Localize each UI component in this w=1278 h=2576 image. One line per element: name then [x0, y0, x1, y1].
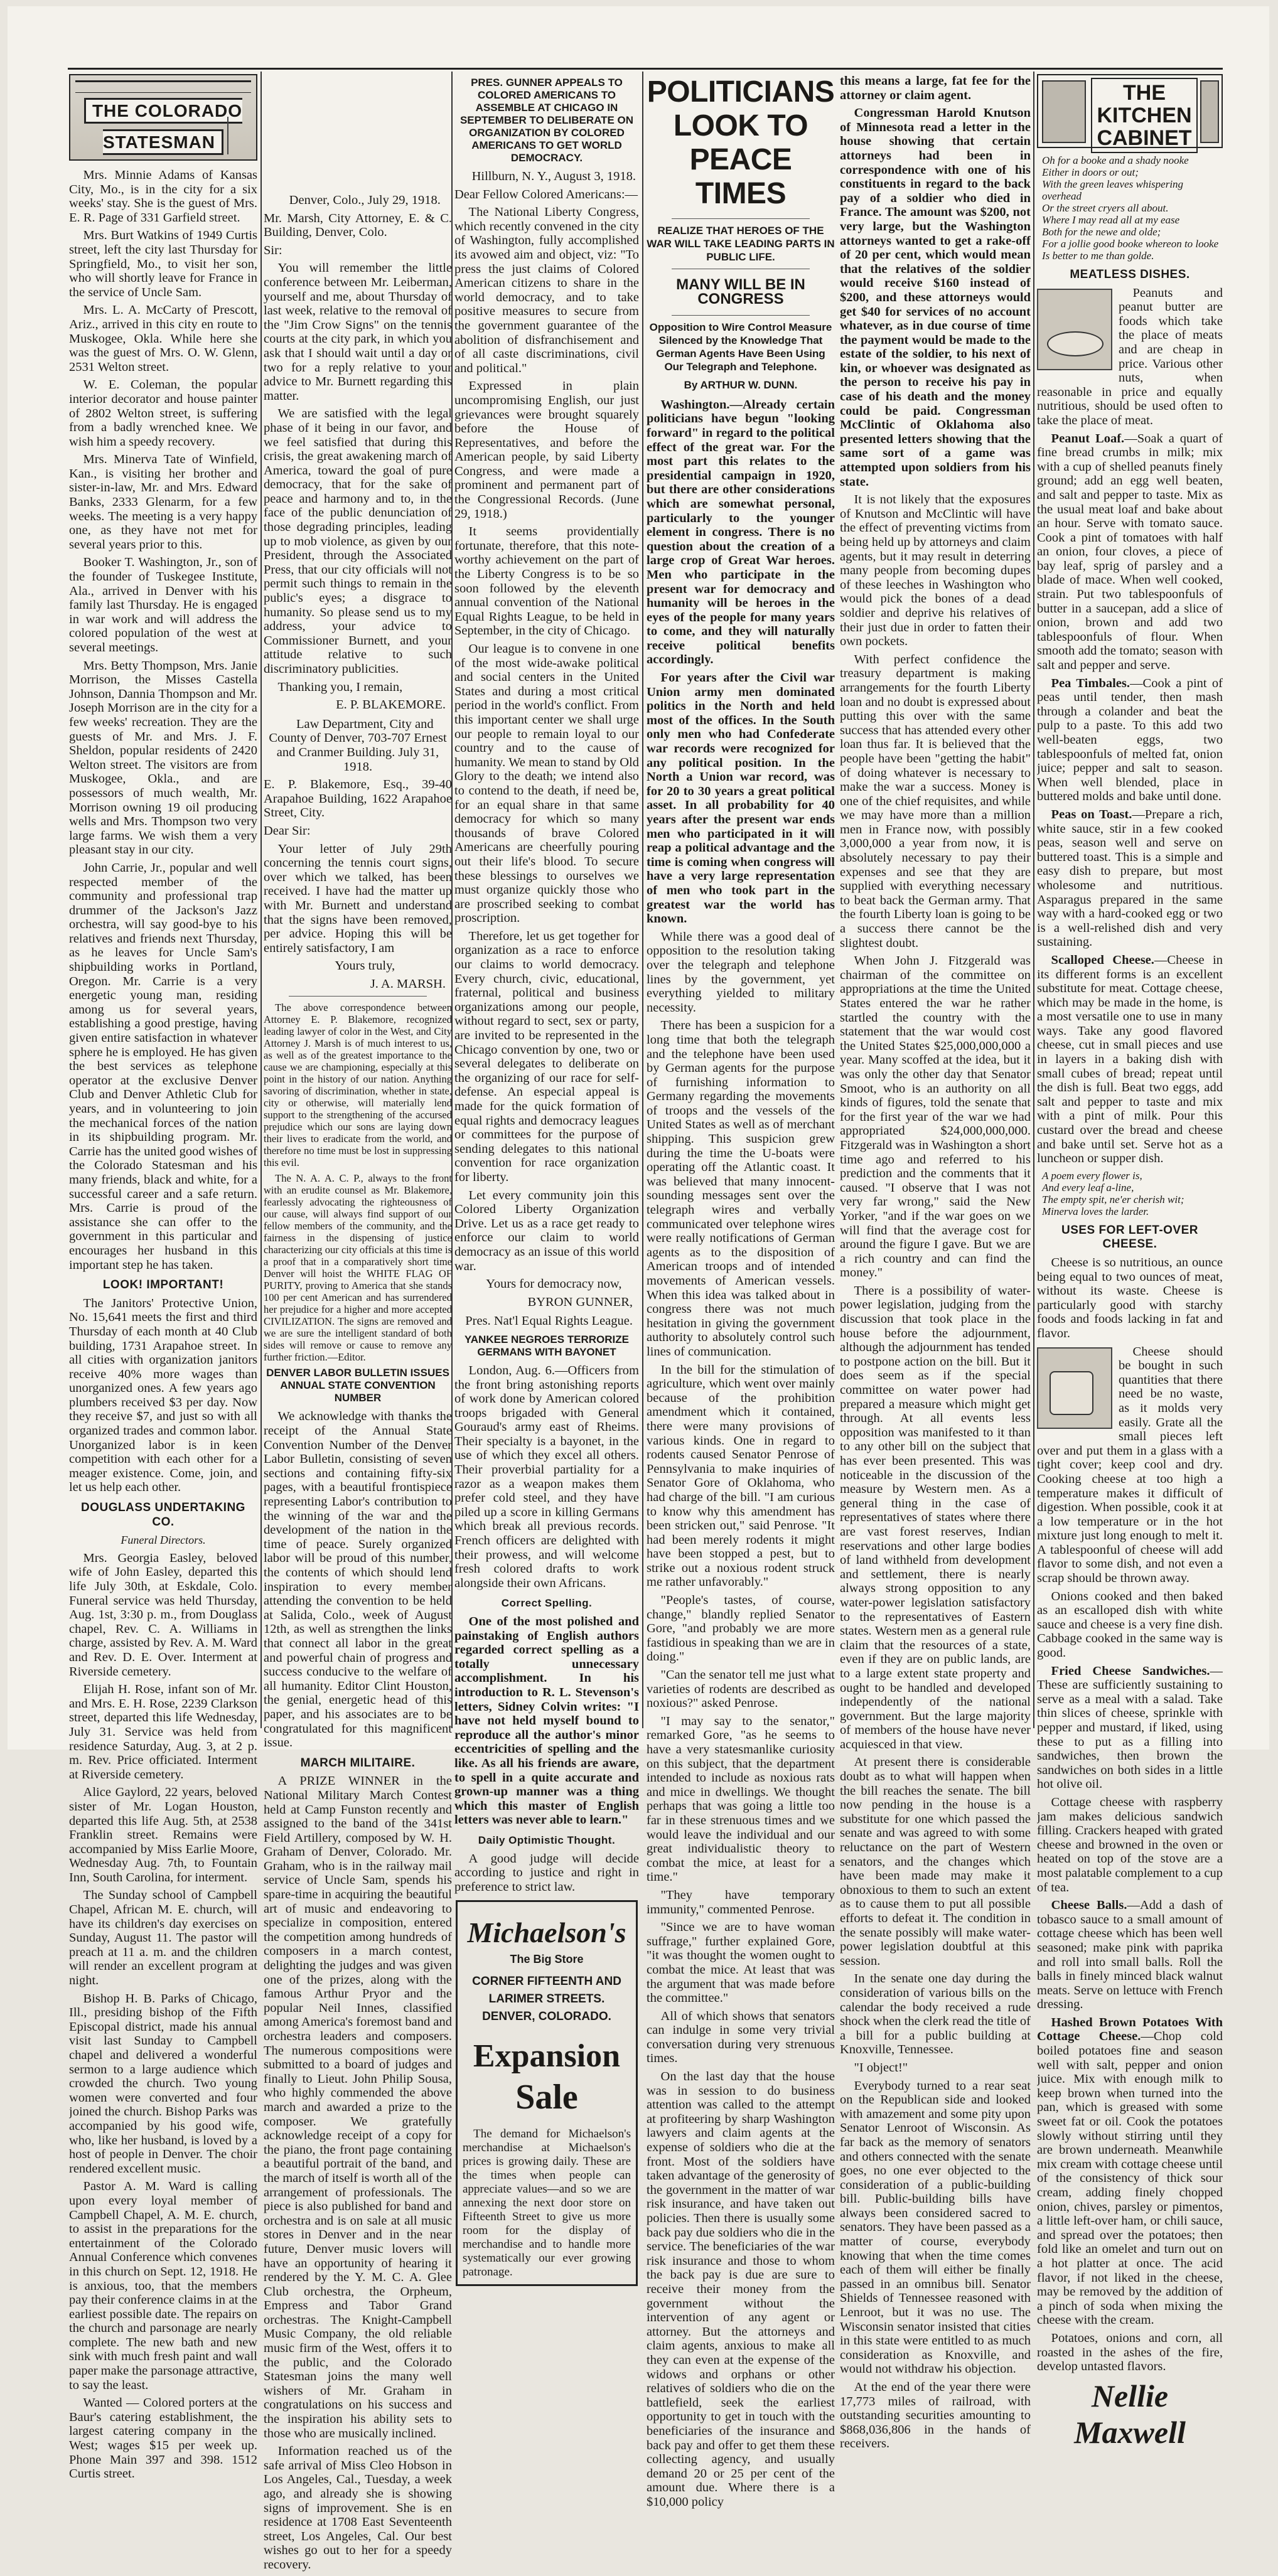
- article-paragraph: For years after the Civil war Union army men dominated politics in the North and held most of the offices. In the South only men who had Confederate war records were recognized for any political position. In the North a Union war record, was for 20 to 30 years a great political asset. In all probability for 40 years after the present war ends men who participated in it will reap a political advantage and the time is coming when congress will have a very large representation of men who took part in the greatest war the world has known.: [647, 671, 835, 926]
- recipe-text: Cook a pint of peas until tender, then mash through a colander and beat the pulp to a paste. To this add two well-beaten eggs, two tablespoonfuls of melted fat, onion juice; pepper and salt to season. When well blended, place in buttered molds and bake until done.: [1037, 676, 1223, 804]
- recipe: Peas on Toast.—Prepare a rich, white sauce, stir in a few cooked peas, season well and serve on buttered toast. This is a simple and easy dish to prepare, but most wholesome and nutritious. Asparagus prepared in the same way with a hard-cooked egg or two is a well-relished dish and very sustaining.: [1037, 807, 1223, 949]
- douglass-item: Bishop H. B. Parks of Chicago, Ill., presiding bishop of the Fifth Episcopal district, made his annual visit last Sunday to Campbell chapel and delivered a wonderful sermon to a large audience which crowded the church. Two young women were converted and four joined the church. Bishop Parks was accompanied by his good wife, who, like her husband, is loved by a host of people in Denver. The choir rendered excellent music.: [69, 1991, 257, 2176]
- douglass-item: The Sunday school of Campbell Chapel, African M. E. church, will have its children's day exercises on Sunday, August 11. The pastor will preach at 11 a. m. and the children will render an excellent program at night.: [69, 1888, 257, 1988]
- ad-address: DENVER, COLORADO.: [482, 2009, 611, 2023]
- recipe-name: Cheese Balls.: [1051, 1898, 1127, 1913]
- kettle-icon: [1042, 80, 1086, 143]
- article-paragraph: At the end of the year there were 17,773 miles of railroad, with outstanding securities amounting to $868,036,806 in the hands of receivers.: [840, 2380, 1031, 2451]
- michaelsons-ad: [456, 1900, 638, 2286]
- article-paragraph: "Can the senator tell me just what varieties of rodents are described as noxious?" asked Penrose.: [647, 1668, 835, 1711]
- column-2: [264, 193, 452, 2576]
- poem-line: Either in doors or out;: [1042, 166, 1139, 178]
- editor-note: The above correspondence between Attorney E. P. Blakemore, recognized leading lawyer of color in the West, and City Attorney J. Marsh is of much interest to us, as well as of the greatest importance to the cause we are championing, especially at this point in the history of our nation. Anything savoring of discrimination, whether in state, city or otherwise, will materially lend support to the strengthening of the accursed prejudice which our sons are laying down their lives to eradicate from the world, and therefore no time must be lost in suppressing this evil.: [264, 1002, 452, 1169]
- dish-illustration: [1037, 289, 1112, 370]
- article-paragraph: There is a possibility of water-power legislation, judging from the discussion that took place in the house before the adjournment, although the adjournment has tended to postpone action on the bill. But it does seem as if the special committee on water power had prepared a measure which might get through. At all events less opposition was manifested to it than to any other bill on the subject that has ever been presented. This was noticeable in the discussion of the measure by Western men. As a general thing in the case of representatives of states where there are vast forest reserves, Indian reservations and other large bodies of land withheld from development and settlement, there is nearly always strong opposition to any water-power legislation satisfactory to the representatives of Eastern states. Western men as a general rule claim that the resources of a state, even if they are on public lands, are to a large extent state property and ought to be handled and developed independently of the national government. But the large majority of members of the house have never acquiesced in that view.: [840, 1283, 1031, 1751]
- article-paragraph: Congressman Harold Knutson of Minnesota read a letter in the house showing that certain attorneys had been in correspondence with one of his constituents in regard to the back pay of a soldier who died in France. The amount was $200, not very large, but the Washington attorneys wanted to get a rake-off of 20 per cent, which would mean that the relatives of the soldier would receive $160 instead of $200, and these attorneys would get $40 for services of no account whatever, as in due course of time the payment would be made to the estate of the soldier, to his next of kin, or whoever was designated as the person to receive his pay in case of his death and the money could be paid. Congressman McClintic of Oklahoma also presented letters showing that the same sort of a game was attempted upon soldiers from his state.: [840, 106, 1031, 489]
- article-paragraph: "I object!": [854, 2060, 908, 2075]
- local-item: Mrs. Burt Watkins of 1949 Curtis street, left the city last Thursday for Springfield, Mo., to visit her son, who will shortly leave for France in the service of Uncle Sam.: [69, 228, 257, 299]
- gunner-paragraph: The National Liberty Congress, which recently convened in the city of Washington, fully accomplished its avowed aim and object, viz: "To press the just claims of Colored American citizens to share in the world democracy, and to take positive measures to secure from the government guarantee of the abolition of disfranchisement and of all caste discriminations, civil and political.": [454, 205, 639, 375]
- ad-tagline: The Big Store: [510, 1953, 584, 1966]
- poem-line: The empty spit, ne'er cherish wit;: [1042, 1193, 1184, 1205]
- local-item: Mrs. Minerva Tate of Winfield, Kan., is visiting her brother and sister-in-law, Mr. and Mrs. Edward Banks, 2333 Glenarm, for a few weeks. The meeting is a very happy one, as they have not met for several years prior to this.: [69, 452, 257, 552]
- leftover-intro: Cheese is so nutritious, an ounce being equal to two ounces of meat, without its waste. Cheese is particularly good with starchy foods and foods lacking in fat and flavor.: [1037, 1256, 1223, 1340]
- column-rule: [642, 72, 643, 1728]
- politicians-deck: REALIZE THAT HEROES OF THE WAR WILL TAKE LEADING PARTS IN PUBLIC LIFE.: [647, 225, 835, 263]
- poem-line: Where I may read all at my ease: [1042, 214, 1180, 226]
- cheese-icon: [1050, 1371, 1093, 1415]
- recipe-text: Prepare a rich, white sauce, stir in a few cooked peas, season well and serve on buttered toast. This is a simple and easy dish to prepare, but most wholesome and nutritious. Asparagus prepared in the same way with a hard-cooked egg or two is a well-relished dish and very sustaining.: [1037, 807, 1223, 949]
- recipe-name: Peanut Loaf.: [1051, 431, 1125, 446]
- gunner-paragraph: It seems providentially fortunate, therefore, that this note-worthy achievement on the part of the Liberty Congress is to be so soon followed by the eleventh annual convention of the National Equal Rights League, to be held in September, in the city of Chicago.: [454, 525, 639, 638]
- recipe-text: Soak a quart of fine bread crumbs in milk; mix with a cup of shelled peanuts finely ground; add an egg well beaten, and salt and pepper to taste. Mix as the usual meat loaf and bake about an hour. Serve with tomato sauce. Cook a pint of tomatoes with half an onion, four cloves, a piece of bay leaf, sprig of parsley and a blade of mace. When well cooked, strain. Put two tablespoonfuls of butter in a saucepan, add a slice of onion, brown and add two tablespoonfuls of flour. When smooth add the tomato; season with salt and pepper and serve.: [1037, 431, 1223, 673]
- daily-text: A good judge will decide according to justice and right in preference to strict law.: [454, 1851, 639, 1894]
- divider: [672, 315, 810, 316]
- column-4: [647, 74, 835, 2513]
- recipe: Pea Timbales.—Cook a pint of peas until tender, then mash through a colander and beat the pulp to a paste. To this add two well-beaten eggs, two tablespoonfuls of melted fat, onion juice; pepper and salt to season. When well blended, place in buttered molds and bake until done.: [1037, 676, 1223, 804]
- ad-body: The demand for Michaelson's merchandise at Michaelson's prices is growing daily. These are the times when people can appreciate values—and so we are annexing the next door store on Fifteenth Street to give us more room for the display of merchandise and to handle more systematically our ever growing patronage.: [463, 2127, 631, 2279]
- info-text: Information reached us of the safe arrival of Miss Cleo Hobson in Los Angeles, Cal., Tuesday, a week ago, and already she is showing signs of improvement. She is en residence at 1708 East Seventeenth street, Los Angeles, Cal. Our best wishes go out to her for a speedy recovery.: [264, 2444, 452, 2572]
- letter2-signature: J. A. MARSH.: [370, 976, 446, 991]
- local-item: Mrs. L. A. McCarty of Prescott, Ariz., arrived in this city en route to Muskogee, Okla. While here she was the guest of Mrs. O. W. Glenn, 2531 Welton street.: [69, 303, 257, 374]
- cheese-illustration: [1037, 1347, 1112, 1429]
- recipe-name: Peas on Toast.: [1051, 807, 1132, 821]
- daily-heading: Daily Optimistic Thought.: [478, 1834, 616, 1846]
- masthead-title: THE COLORADO STATESMAN: [70, 95, 256, 158]
- gunner-signature: BYRON GUNNER,: [527, 1295, 633, 1309]
- recipe-name: Scalloped Cheese.: [1051, 953, 1154, 967]
- local-item: W. E. Coleman, the popular interior decorator and house painter of 2802 Welton street, is suffering from a badly wrenched knee. We wish him a speedy recovery.: [69, 378, 257, 449]
- poem-line: With the green leaves whispering overhead: [1042, 178, 1184, 202]
- kitchen-poem: [1042, 154, 1223, 262]
- letter2-heading: Law Department, City and County of Denver, 703-707 Ernest and Cranmer Building. July 31, 1918.: [269, 717, 447, 774]
- politicians-deck-2: MANY WILL BE IN CONGRESS: [676, 276, 805, 307]
- leftover-paragraph: Cheese should be bought in such quantities that there need be no waste, as it molds very easily. Grate all the small pieces left over and put them in a glass with a tight cover; keep cool and dry. Cooking cheese at too high a temperature makes it difficult of digestion. When possible, cook it at a low temperature or in the hot mixture just long enough to melt it. A tablespoonful of cheese will add flavor to some dish, and not even a scrap should be thrown away.: [1037, 1344, 1223, 1586]
- gunner-paragraph: Our league is to convene in one of the most wide-awake political and social centers in the United States and during a most critical period in the world's conflict. From this important center we shall urge our people to remain loyal to our country and to the cause of humanity. We mean to stand by Old Glory to the death; we intend also to contend to the death, if need be, for an equal share in that same democracy for which so many thousands of brave Colored Americans are cheerfully pouring out their life's blood. To secure these blessings to ourselves we must organize quickly those who are proscribed seeking to combat proscription.: [454, 642, 639, 926]
- politicians-headline: POLITICIANS LOOK TO PEACE TIMES: [647, 75, 835, 210]
- gunner-paragraph: Therefore, let us get together for organization as a race to enforce our claims to world democracy. Every church, civic, educational, fraternal, political and business organizations among our people, without regard to sect, sex or party, are invited to be represented in the Chicago convention by one, two or several delegates to deliberate on the organizing of our race for self-defense. An especial appeal is made for the quick formation of equal rights and democracy leagues or committees for the purpose of sending delegates to this national convention for race organization for liberty.: [454, 929, 639, 1184]
- bulletin-heading: DENVER LABOR BULLETIN ISSUES ANNUAL STATE CONVENTION NUMBER: [266, 1367, 449, 1404]
- ad-address: CORNER FIFTEENTH AND: [472, 1974, 621, 1988]
- letter1-paragraph: Thanking you, I remain,: [277, 680, 403, 694]
- poem-line: Oh for a booke and a shady nooke: [1042, 154, 1189, 166]
- recipe-text: Cottage cheese with raspberry jam makes delicious sandwich filling. Crackers heaped with grated cheese and browned in the oven or heated on top of the stove are a most palatable complement to a cup of tea.: [1037, 1795, 1223, 1895]
- recipe: Hashed Brown Potatoes With Cottage Cheese.—Chop cold boiled potatoes fine and season well with salt, pepper and onion juice. Mix with enough milk to keep brown when turned into the pan, which is greased with some sweet fat or oil. Cook the potatoes slowly without stirring until they are brown underneath. Meanwhile mix cream with cottage cheese until of the consistency of thick sour cream, adding finely chopped onion, chives, parsley or pimentos, a little left-over ham, or chili sauce, and spread over the potatoes; then fold like an omelet and turn out on a hot platter at once. The acid flavor, if not liked in the cheese, may be removed by the addition of a pinch of soda when mixing the cheese with the cream.: [1037, 2015, 1223, 2327]
- column-1: [69, 74, 257, 2485]
- ad-sale: Sale: [515, 2077, 578, 2117]
- recipe-name: Hashed Brown Potatoes With Cottage Cheese.: [1037, 2015, 1223, 2044]
- byline: By ARTHUR W. DUNN.: [684, 379, 798, 392]
- gunner-dateline: Hillburn, N. Y., August 3, 1918.: [471, 169, 636, 183]
- article-paragraph: It is not likely that the exposures of Knutson and McClintic will have the effect of preventing victims from being held up by attorneys and claim agents, but it may result in deterring many people from becoming dupes of these leeches in Washington who would pick the bones of a dead soldier and deprive his relatives of their just due in order to fatten their own pockets.: [840, 493, 1031, 649]
- article-paragraph: "I may say to the senator," remarked Gore, "as he seems to have a very statesmanlike curiosity on this subject, that the department intended to include as noxious rats and mice in dwellings. We thought perhaps that was going a little too far in these strenuous times and we would leave the individual and our great individualistic theory to combat the mice, at least for a time.": [647, 1714, 835, 1884]
- article-paragraph: In the bill for the stimulation of agriculture, which went over mainly because of the prohibition amendment which it contained, there were many provisions of various kinds. One in regard to rodents caused Senator Penrose of Pennsylvania to make inquiries of Senator Gore of Oklahoma, who had charge of the bill. "I am curious to know why this amendment has been stricken out," said Penrose. "It had been merely rodents it might have been stopped a pest, but to strike out a noxious rodent struck me rather unfavorably.": [647, 1362, 835, 1590]
- douglass-item: Mrs. Georgia Easley, beloved wife of John Easley, departed this life July 30th, at Eskdale, Colo. Funeral service was held Thursday, Aug. 1st, 3:30 p. m., from Douglass chapel, Rev. C. A. Williams in charge, assisted by Rev. A. M. Ward and Rev. D. E. Over. Interment at Riverside cemetery.: [69, 1551, 257, 1679]
- meatless-heading: MEATLESS DISHES.: [1070, 268, 1190, 281]
- gunner-paragraph: Expressed in plain uncompromising English, our just grievances were brought squarely before the House of Representatives, and before the American people, by said Liberty Congress, and were made a prominent and permanent part of the Congressional Records. (June 29, 1918.): [454, 379, 639, 521]
- column-5: [840, 74, 1031, 2455]
- column-rule: [260, 72, 262, 1728]
- letter1-signature: E. P. BLAKEMORE.: [336, 698, 446, 712]
- meatless-intro: Peanuts and peanut butter are foods which take the place of meats and are cheap in price. Various other nuts, when reasonable in price and equally nutritious, should be used often to take the place of meat.: [1037, 286, 1223, 427]
- recipe: Cheese Balls.—Add a dash of tobasco sauce to a small amount of cottage cheese which has been well seasoned; make pink with paprika and roll into small balls. Roll the balls in finely minced black walnut meats. Serve on lettuce with French dressing.: [1037, 1898, 1223, 2012]
- masthead-ornament: [227, 117, 257, 154]
- article-paragraph: On the last day that the house was in session to do business attention was called to the attempt at profiteering by sharp Washington lawyers and claim agents at the expense of soldiers who die at the front. Most of the soldiers have taken advantage of the generosity of the government in the matter of war risk insurance, and have taken out policies. Then there is usually some back pay due soldiers who die in the service. The beneficiaries of the war risk insurance and those to whom the back pay is due are sure to receive their money from the government without the intervention of any agent or attorney. But the attorneys and claim agents, anxious to make all they can even at the expense of the widows and orphans or other relatives of soldiers who die on the battlefield, seek the earliest opportunity to get in touch with the beneficiaries of the insurance and back pay and offer to get them these collecting agency, and usually demand 20 or 25 per cent of the amount due. Where there is a $10,000 policy: [647, 2070, 835, 2509]
- recipe-name: Fried Cheese Sandwiches.: [1051, 1664, 1210, 1678]
- column-6: [1037, 74, 1223, 2450]
- poem-line: And every leaf a-line,: [1042, 1181, 1134, 1194]
- kitchen-poem-2: [1042, 1170, 1223, 1217]
- letter2-close: Yours truly,: [335, 959, 395, 973]
- local-item: Mrs. Betty Thompson, Mrs. Janie Morrison, the Misses Castella Johnson, Dannia Thompson and Mr. Joseph Morrison are in the city for a few weeks' recreation. They are the guests of Mr. and Mrs. J. F. Sheldon, popular residents of 2420 Welton street. The visitors are from Muskogee, Okla., and are possessors of much wealth, Mr. Morrison owning 19 oil producing wells and Mrs. Thompson two very large farms. We wish them a very pleasant stay in our city.: [69, 658, 257, 857]
- recipe: Scalloped Cheese.—Cheese in its different forms is an excellent substitute for meat. Cottage cheese, which may be made in the home, is a most versatile one to use in many ways. Take any good flavored cheese, cut in small pieces and use in layers in a baking dish with small cubes of bread; repeat until the dish is full. Beat two eggs, add salt and pepper to taste and mix with a pint of milk. Pour this custard over the bread and cheese and bake until set. Serve hot as a luncheon or supper dish.: [1037, 953, 1223, 1166]
- gunner-heading: PRES. GUNNER APPEALS TO COLORED AMERICANS TO ASSEMBLE AT CHICAGO IN SEPTEMBER TO DELIBERATE ON ORGANIZATION BY COLORED AMERICANS TO GET WORLD DEMOCRACY.: [459, 77, 634, 164]
- letter2-paragraph: Your letter of July 29th concerning the tennis court signs, over which we talked, has been received. I have had the matter up with Mr. Burnett and understand that the signs have been removed, per advice. Hoping this will be entirely satisfactory, I am: [264, 842, 452, 955]
- recipe-name: Pea Timbales.: [1051, 676, 1130, 690]
- letter1-address: Mr. Marsh, City Attorney, E. & C. Building, Denver, Colo.: [264, 211, 452, 240]
- article-paragraph: With perfect confidence the treasury department is making arrangements for the fourth Liberty loan and no doubt is expressed about putting this over with the same success that has attended every other loan thus far. It is believed that the people have been "getting the habit" of doing whatever is necessary to make the war a success. Money is one of the chief requisites, and while we may have more than a million men in France now, with possibly 3,000,000 a year from now, it is absolutely necessary to pay their expenses and see that they are supplied with everything necessary to beat back the German army. That the fourth Liberty loan is going to be a success there cannot be the slightest doubt.: [840, 652, 1031, 950]
- gunner-paragraph: Let every community join this Colored Liberty Organization Drive. Let us as a race get ready to enforce our claim to world democracy as an issue of this world war.: [454, 1188, 639, 1273]
- article-paragraph: "People's tastes, of course, change," blandly replied Senator Gore, "and probably we are more fastidious in speaking than we are in doing.": [647, 1593, 835, 1664]
- recipe: Peanut Loaf.—Soak a quart of fine bread crumbs in milk; mix with a cup of shelled peanuts finely ground; add an egg well beaten, and salt and pepper to taste. Mix as the usual meat loaf and bake about an hour. Serve with tomato sauce. Cook a pint of tomatoes with half an onion, four cloves, a piece of bay leaf, sprig of parsley and a blade of mace. When well cooked, strain. Put two tablespoonfuls of butter in a saucepan, add a slice of onion, brown and add two tablespoonfuls of flour. When smooth add the tomato; season with salt and pepper and serve.: [1037, 431, 1223, 673]
- look-heading: LOOK! IMPORTANT!: [102, 1278, 224, 1292]
- letter1-paragraph: We are satisfied with the legal phase of it being in our favor, and we feel satisfied that during this crisis, the great awakening march of America, toward the goal of pure democracy, that for the sake of peace and harmony and to, in the face of the public denunciation of those degrading principles, leading up to mob violence, as given by our President, through the Associated Press, that our city officials will not permit such things to remain in the public's eyes; a disgrace to humanity. So please send us to my address, your advice to Commissioner Burnett, and your attitude relative to such discriminatory publicities.: [264, 407, 452, 676]
- statesman-masthead: [69, 74, 257, 161]
- yankee-text: London, Aug. 6.—Officers from the front bring astonishing reports of work done by American colored troops brigaded with General Gouraud's army east of Rheims. Their specialty is a bayonet, in the use of which they excel all others. Their proverbial partiality for a razor as a weapon makes them prefer cold steel, and they have piled up a score in killing Germans which break all previous records. French officers are delighted with their prowess, and will welcome fresh colored drafts to work alongside their own Africans.: [454, 1363, 639, 1590]
- column-rule: [1033, 72, 1034, 1728]
- recipe-text: These are sufficiently sustaining to serve as a meal with a salad. Take thin slices of cheese, sprinkle with pepper and mustard, if liked, using these to put as a filling into sandwiches, then brown the sandwiches on both sides in a little hot olive oil.: [1037, 1678, 1223, 1792]
- article-paragraph: Everybody turned to a rear seat on the Republican side and looked with amazement and some pity upon Senator Lenroot of Wisconsin. As far back as the memory of senators and others connected with the senate goes, no one ever objected to the consideration of a public-building bill. Public-building bills have always been considered sacred to senators. They have been passed as a matter of course, everybody knowing that when the time comes each of them will either be finally passed in an omnibus bill. Senator Shields of Tennessee reasoned with Lenroot, but it was no use. The Wisconsin senator insisted that cities in this state were entitled to as much consideration as Knoxville, and would not withdraw his objection.: [840, 2078, 1031, 2376]
- top-rule: [68, 68, 1223, 70]
- article-paragraph: In the senate one day during the consideration of various bills on the calendar the body received a rude shock when the clerk read the title of a bill for a public building at Knoxville, Tennessee.: [840, 1972, 1031, 2057]
- local-item: Booker T. Washington, Jr., son of the founder of Tuskegee Institute, Ala., arrived in Denver with his family last Thursday. He is engaged in war work and will address the colored population of the west at several meetings.: [69, 555, 257, 655]
- douglass-item: Pastor A. M. Ward is calling upon every loyal member of Campbell Chapel, A. M. E. church, to assist in the preparations for the entertainment of the Colorado Annual Conference which convenes in this church on Sept. 12, 1918. He is anxious, too, that the members pay their conference claims in at the earliest possible date. The repairs on the church and parsonage are nearly complete. The new bath and new sink with much fresh paint and wall paper make the parsonage attractive, to say the least.: [69, 2179, 257, 2392]
- article-paragraph: "Since we are to have woman suffrage," further explained Gore, "it was thought the women ought to combat the mice. At least that was the argument that was made before the committee.": [647, 1920, 835, 2006]
- march-text: A PRIZE WINNER in the National Military March Contest held at Camp Funston recently and assigned to the band of the 341st Field Artillery, composed by W. H. Graham of Denver, Colorado. Mr. Graham, who is in the railway mail service of Uncle Sam, spends his spare-time in acquiring the beautiful art of music and endeavoring to specialize in composition, entered the competition among hundreds of composers in a march contest, delighting the judges and was given one of the prizes, along with the famous Arthur Pryor and the popular Neil Innes, classified among America's foremost band and orchestra leaders and composers. The numerous compositions were submitted to a board of judges and finally to Lieut. John Philip Sousa, who highly commended the above march and awarded a prize to the composer. We gratefully acknowledge receipt of a copy for the piano, the front page containing a beautiful portrait of the band, and the march of itself is worth all of the arrangement of professionals. The piece is also published for band and orchestra and is on sale at all music stores in Denver and in the near future, Denver music lovers will have an opportunity of hearing it rendered by the Y. M. C. A. Glee Club orchestra, the Orpheum, Empress and Tabor Grand orchestras. The Knight-Campbell Music Company, the old reliable music firm of the West, offers it to the public, and the Colorado Statesman joins the many well wishers of Mr. Graham in congratulations on his success and the inspiration his ability sets to those who are musically inclined.: [264, 1774, 452, 2440]
- recipe: Fried Cheese Sandwiches.—These are sufficiently sustaining to serve as a meal with a salad. Take thin slices of cheese, sprinkle with pepper and mustard, if liked, using these to put as a filling into sandwiches, then brown the sandwiches on both sides in a little hot olive oil.: [1037, 1664, 1223, 1792]
- douglass-item: Alice Gaylord, 22 years, beloved sister of Mr. Logan Houston, departed this life Aug. 5th, at 2538 Franklin street. Remains were accompanied by Miss Earlie Moore, Wednesday Aug. 7th, to Fountain Inn, South Carolina, for interment.: [69, 1785, 257, 1884]
- kitchen-cabinet-masthead: [1037, 74, 1223, 148]
- article-paragraph: Washington.—Already certain politicians have begun "looking forward" in regard to the political effect of the great war. For the most part this relates to the presidential campaign in 1920, but there are other considerations which are somewhat personal, particularly to the younger element in congress. There is no question about the creation of a large crop of Great War heroes. Men who participate in the present war for democracy and humanity will be heroes in the eyes of the people for many years to come, and they will naturally receive political benefits accordingly.: [647, 397, 835, 667]
- gunner-close: Yours for democracy now,: [486, 1277, 622, 1291]
- gunner-salutation: Dear Fellow Colored Americans:—: [454, 187, 638, 201]
- article-paragraph: While there was a good deal of opposition to the resolution taking over the telegraph and telephone lines by the government, yet everything yielded to military necessity.: [647, 929, 835, 1015]
- recipe-text: Chop cold boiled potatoes fine and season well with salt, pepper and onion juice. Mix with enough milk to keep brown when turned into the pan, which is greased with some sweet fat or oil. Cook the potatoes slowly without stirring until they are brown underneath. Meanwhile mix cream with cottage cheese until of the consistency of thick sour cream, adding finely chopped onion, chives, parsley or pimentos, a little left-over ham, or chili sauce, and spread over the potatoes; then fold like an omelet and turn out on a hot platter at once. The acid flavor, if not liked in the cheese, may be removed by the addition of a pinch of soda when mixing the cheese with the cream.: [1037, 2029, 1223, 2327]
- letter1-date: Denver, Colo., July 29, 1918.: [289, 193, 441, 207]
- ad-address: LARIMER STREETS.: [488, 1992, 605, 2006]
- recipe-text: Cheese in its different forms is an excellent substitute for meat. Cottage cheese, which may be made in the home, is a most versatile one to use in many ways. Take any good flavored cheese, cut in small pieces and use in layers in a baking dish with small cubes of bread; repeat until the dish is full. Beat two eggs, add salt and pepper to taste and mix with a pint of milk. Pour this custard over the bread and cheese and bake until set. Serve hot as a luncheon or supper dish.: [1037, 953, 1223, 1166]
- douglass-heading: DOUGLASS UNDERTAKING CO.: [81, 1501, 245, 1529]
- ad-expansion: Expansion: [473, 2038, 621, 2074]
- article-paragraph: this means a large, fat fee for the attorney or claim agent.: [840, 74, 1031, 102]
- look-text: The Janitors' Protective Union, No. 15,641 meets the first and third Thursday of each month at 40 Club building, 1731 Arapahoe street. In all cities with organization janitors receive 40% more wages than unorganized ones. A few years ago plumbers received $3 per day. Now they receive $7, and just so with all organized trades and common labor. Unorganized labor is in keen competition with each other for a meager existence. Come, join, and let us help each other.: [69, 1296, 257, 1495]
- local-item: John Carrie, Jr., popular and well respected member of the community and professional trap drummer of the Jackson's Jazz orchestra, will say good-bye to his relatives and friends next Thursday, as he leaves for Uncle Sam's shipbuilding works in Portland, Oregon. Mr. Carrie is a very energetic young man, residing among us for several years, establishing a good prestige, having given entire satisfaction in whatever sphere he is employed. He has given the best services as telephone operator at the exclusive Denver Club and Denver Athletic Club for years, and in volunteering to join the mechanical forces of the nation in its shipbuilding program. Mr. Carrie has the united good wishes of the Colorado Statesman and his many friends, black and white, for a successful career and a safe return. Mrs. Carrie is proud of the assistance she can offer to the government in this particular and encourages her husband in this important step he has taken.: [69, 860, 257, 1272]
- letter1-paragraph: You will remember the little conference between Mr. Leiberman, yourself and me, about Thursday of last week, relative to the removal of the "Jim Crow Signs" on the tennis courts at the city park, in which you ask that I should wait until a day or two for a reply relative to your advice to Mr. Burnett regarding this matter.: [264, 261, 452, 403]
- author-signature: Nellie Maxwell: [1074, 2378, 1186, 2450]
- kitchen-title: THE KITCHEN CABINET: [1091, 78, 1198, 153]
- bulletin-text: We acknowledge with thanks the receipt of the Annual State Convention Number of the Denver Labor Bulletin, consisting of seven sections and containing fifty-six pages, with a beautiful frontispiece representing Labor's contribution to the winning of the war and the development of the nation in the time of peace. Surely organized labor will be proud of this number, the contents of which should lend inspiration to every member attending the convention to be held at Salida, Colo., week of August 12th, as well as strengthen the links that connect all labor in the great and powerful chain of progress and success conducive to the welfare of all humanity. Editor Clint Houston, the genial, energetic head of this paper, and his associates are to be congratulated for this magnificent issue.: [264, 1409, 452, 1750]
- yankee-heading: YANKEE NEGROES TERRORIZE GERMANS WITH BAYONET: [464, 1333, 629, 1358]
- letter1-salutation: Sir:: [264, 243, 282, 257]
- article-paragraph: When John J. Fitzgerald was chairman of the committee on appropriations at the time the United States entered the war he rather startled the country with the statement that the war would cost the United States $25,000,000,000 a year. Many scoffed at the idea, but it was only the other day that Senator Smoot, who is an authority on all kinds of figures, told the senate that for the first year of the war we had appropriated $24,000,000,000. Fitzgerald was in Washington a short time ago and referred to his prediction and the comments that it caused. "I observe that I was not very far wrong," said the New Yorker, "and if the war goes on we will find that the average cost for around the figure I gave. But we are a rich country and can find the money.": [840, 954, 1031, 1280]
- divider: [672, 218, 810, 219]
- column-3: [454, 74, 639, 2292]
- editor-note: The N. A. A. C. P., always to the front with an erudite counsel as Mr. Blakemore, fearlessly advocating the righteousness of our cause, will always find support of our fellow members of the community, and the fairness in the dispensing of justice characterizing our city officials at this time is a proof that in a comparatively short time Denver will hoist the WHITE FLAG OF PURITY, proving to America that she stands 100 per cent American and has surrendered her prejudice for a higher and more accepted CIVILIZATION. The signs are removed and we are sure the intelligent standard of both sides will remove or cause to remove any further friction.—Editor.: [264, 1172, 452, 1364]
- masthead-wing-right: [144, 80, 251, 93]
- douglass-item: Wanted — Colored porters at the Baur's catering establishment, the largest catering company in the West; wages $15 per week up. Phone Main 397 and 398. 1512 Curtis street.: [69, 2396, 257, 2481]
- douglass-item: Elijah H. Rose, infant son of Mr. and Mrs. E. H. Rose, 2239 Clarkson street, departed this life Wednesday, July 31. Service was held from residence Saturday, Aug. 3, at 2 p. m. Rev. Price officiated. Interment at Riverside cemetery.: [69, 1682, 257, 1782]
- local-item: Mrs. Minnie Adams of Kansas City, Mo., is in the city for a six weeks' stay. She is the guest of Mrs. E. R. Page of 331 Garfield street.: [69, 168, 257, 225]
- poem-line: For a jollie good booke whereon to looke: [1042, 238, 1219, 250]
- poem-line: Or the street cryers all about.: [1042, 202, 1169, 214]
- ornament-icon: [1200, 80, 1219, 143]
- leftover-heading: USES FOR LEFT-OVER CHEESE.: [1061, 1223, 1199, 1251]
- divider: [289, 996, 427, 997]
- poem-line: A poem every flower is,: [1042, 1169, 1142, 1182]
- letter2-salutation: Dear Sir:: [264, 823, 311, 838]
- article-paragraph: There has been a suspicion for a long time that both the telegraph and the telephone have been used by German agents for the purpose of furnishing information to Germany regarding the movements of troops and the vessels of the United States as well as of merchant shipping. This suspicion grew during the time the U-boats were operating off the Atlantic coast. It was believed that many innocent-sounding messages sent over the telegraph wires and verbally communicated over telephone wires were really notifications of German agents as to the disposition of American troops and of intended movements of American vessels. When this idea was talked about in congress there was not much hesitation in giving the government authority to absolutely control such lines of communication.: [647, 1018, 835, 1359]
- recipe-text: Add a dash of tobasco sauce to a small amount of cottage cheese which has been well seasoned; make pink with paprika and roll into small balls. Roll the balls in finely minced black walnut meats. Serve on lettuce with French dressing.: [1037, 1898, 1223, 2012]
- letter2-address: E. P. Blakemore, Esq., 39-40 Arapahoe Building, 1622 Arapahoe Street, City.: [264, 778, 452, 820]
- gunner-title: Pres. Nat'l Equal Rights League.: [465, 1314, 633, 1328]
- douglass-subheading: Funeral Directors.: [121, 1534, 206, 1547]
- article-paragraph: At present there is considerable doubt as to what will happen when the bill reaches the senate. The bill now pending in the house is a substitute for one which passed the senate and was agreed to with some reluctance on the part of Western senators, and the changes which have been made may make it obnoxious to them to such an extent as to cause them to put all possible efforts to defeat it. The condition in the senate possibly will make water-power legislation doubtful at this session.: [840, 1755, 1031, 1968]
- politicians-deck-3: Opposition to Wire Control Measure Silenced by the Knowledge That German Agents Have Been Using Our Telegraph and Telephone.: [649, 321, 832, 373]
- article-paragraph: "They have temporary immunity," commented Penrose.: [647, 1888, 835, 1916]
- poem-line: Both for the newe and olde;: [1042, 226, 1161, 238]
- poem-line: Is better to me than golde.: [1042, 250, 1154, 262]
- spelling-heading: Correct Spelling.: [501, 1597, 593, 1610]
- ad-brand: Michaelson's: [467, 1916, 626, 1949]
- dish-icon: [1047, 331, 1103, 356]
- poem-line: Minerva loves the larder.: [1042, 1205, 1149, 1217]
- leftover-paragraph: Onions cooked and then baked as an escalloped dish with white sauce and cheese is a very fine dish. Cabbage cooked in the same way is good.: [1037, 1589, 1223, 1660]
- spelling-text: One of the most polished and painstaking of English authors regarded correct spelling as a totally unnecessary accomplishment. In his introduction to R. L. Stevenson's letters, Sidney Colvin writes: "I have not held myself bound to reproduce all the author's minor eccentricities of spelling and the like. As all his friends are aware, to spell in a quite accurate and grown-up manner was a thing which this master of English letters was never able to learn.": [454, 1615, 639, 1827]
- newspaper-page: [8, 6, 1269, 2572]
- article-paragraph: All of which shows that senators can indulge in some very trivial conversation during very strenuous times.: [647, 2009, 835, 2066]
- recipe-text: Potatoes, onions and corn, all roasted in the ashes of the fire, develop untasted flavors.: [1037, 2331, 1223, 2374]
- march-heading: MARCH MILITAIRE.: [300, 1756, 416, 1770]
